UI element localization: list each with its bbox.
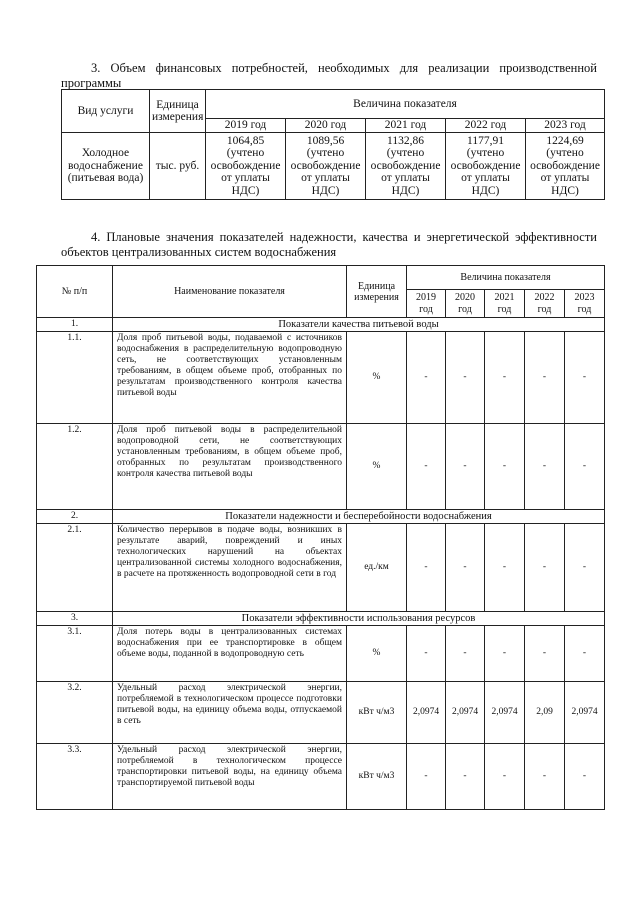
indicator-name: Доля проб питьевой воды в распределительной водопроводной сети, не соответствующих установленным требованиям, в общем объеме проб, отобранных по результатам производственного контроля качества питьевой воды [113, 424, 347, 510]
value-cell: - [565, 744, 605, 810]
year: 2020 [455, 291, 475, 303]
header-service: Вид услуги [62, 90, 150, 133]
value-cell: - [446, 744, 485, 810]
vat-note: (учтено освобождение от уплаты НДС) [290, 147, 361, 197]
year-header: 2022 год [446, 119, 526, 133]
table-row [37, 744, 605, 810]
table-row [37, 682, 605, 744]
unit-cell: кВт ч/м3 [347, 744, 407, 810]
row-num: 1.1. [37, 332, 113, 424]
row-num: 3.3. [37, 744, 113, 810]
value-cell: - [565, 524, 605, 612]
value-cell: - [525, 424, 565, 510]
value-cell: - [485, 424, 525, 510]
vat-note: (учтено освобождение от уплаты НДС) [450, 147, 521, 197]
year-header [565, 290, 605, 318]
year-suffix: год [419, 303, 433, 315]
indicators-table [36, 265, 605, 810]
value-cell: - [446, 332, 485, 424]
year: 2019 [416, 291, 436, 303]
section-row [37, 612, 605, 626]
header-name: Наименование показателя [113, 266, 347, 318]
value-cell [446, 133, 526, 200]
year-suffix: год [497, 303, 512, 315]
row-unit: тыс. руб. [150, 133, 206, 200]
year-header [407, 290, 446, 318]
row-num: 3.1. [37, 626, 113, 682]
value-cell: - [565, 626, 605, 682]
section-title: Показатели эффективности использования ресурсов [113, 612, 605, 626]
year-header [485, 290, 525, 318]
value-cell: - [407, 524, 446, 612]
value-cell: - [407, 744, 446, 810]
vat-note: (учтено освобождение от уплаты НДС) [370, 147, 441, 197]
vat-note: (учтено освобождение от уплаты НДС) [210, 147, 281, 197]
year-header: 2019 год [206, 119, 286, 133]
value-cell [366, 133, 446, 200]
value-cell: - [446, 524, 485, 612]
amount: 1064,85 [226, 134, 265, 147]
amount: 1177,91 [467, 134, 504, 147]
row-num: 1. [37, 318, 113, 332]
value-cell [206, 133, 286, 200]
table-row [37, 524, 605, 612]
year: 2023 [574, 291, 595, 303]
indicator-name: Удельный расход электрической энергии, потребляемой в технологическом процессе транспортировки питьевой воды, на единицу объема транспортируемой питьевой воды [113, 744, 347, 810]
value-cell [526, 133, 605, 200]
value-cell: 2,0974 [446, 682, 485, 744]
row-service: Холодное водоснабжение (питьевая вода) [62, 133, 150, 200]
unit-cell: кВт ч/м3 [347, 682, 407, 744]
value-cell: - [485, 524, 525, 612]
header-num: № п/п [37, 266, 113, 318]
unit-cell: % [347, 332, 407, 424]
indicator-name: Доля потерь воды в централизованных системах водоснабжения при ее транспортировке в общем объеме воды, поданной в водопроводную сеть [113, 626, 347, 682]
value-cell: - [446, 424, 485, 510]
value-cell: - [525, 332, 565, 424]
year-header: 2020 год [286, 119, 366, 133]
value-cell: - [407, 626, 446, 682]
row-num: 3.2. [37, 682, 113, 744]
row-num: 3. [37, 612, 113, 626]
unit-cell: ед./км [347, 524, 407, 612]
year-header: 2021 год [366, 119, 446, 133]
value-cell: - [525, 744, 565, 810]
header-value: Величина показателя [407, 266, 605, 290]
value-cell: - [485, 744, 525, 810]
value-cell: 2,0974 [565, 682, 605, 744]
financial-needs-table [61, 89, 605, 200]
year-suffix: год [537, 303, 552, 315]
value-cell: - [565, 424, 605, 510]
section-title: Показатели качества питьевой воды [113, 318, 605, 332]
table-row [37, 424, 605, 510]
amount: 1224,69 [546, 134, 584, 147]
vat-note: (учтено освобождение от уплаты НДС) [530, 147, 600, 197]
year-suffix: год [577, 303, 592, 315]
unit-cell: % [347, 626, 407, 682]
row-num: 1.2. [37, 424, 113, 510]
header-unit: Единица измерения [347, 266, 407, 318]
section3-heading: 3. Объем финансовых потребностей, необходимых для реализации производственной программы [61, 61, 597, 90]
row-num: 2. [37, 510, 113, 524]
year-header: 2023 год [526, 119, 605, 133]
amount: 1132,86 [387, 134, 424, 147]
value-cell: - [407, 332, 446, 424]
unit-cell: % [347, 424, 407, 510]
header-value: Величина показателя [206, 90, 605, 119]
indicator-name: Количество перерывов в подаче воды, возникших в результате аварий, повреждений и иных технологических нарушений на объектах централизованной системы холодного водоснабжения, в расчете на протяженность водопроводной сети в год [113, 524, 347, 612]
value-cell: 2,0974 [407, 682, 446, 744]
value-cell: - [485, 626, 525, 682]
section-row [37, 318, 605, 332]
value-cell: - [525, 626, 565, 682]
year: 2022 [534, 291, 555, 303]
header-unit: Единица измерения [150, 90, 206, 133]
amount: 1089,56 [306, 134, 345, 147]
section4-heading: 4. Плановые значения показателей надежности, качества и энергетической эффективности объектов централизованных систем водоснабжения [61, 230, 597, 259]
value-cell: - [407, 424, 446, 510]
value-cell: 2,0974 [485, 682, 525, 744]
value-cell: 2,09 [525, 682, 565, 744]
year-header [446, 290, 485, 318]
indicator-name: Доля проб питьевой воды, подаваемой с источников водоснабжения в распределительную водопроводную сеть, не соответствующих установленным требованиям, в общем объеме проб, отобранных по результатам производственного контроля качества питьевой воды [113, 332, 347, 424]
value-cell: - [565, 332, 605, 424]
year-suffix: год [458, 303, 472, 315]
value-cell: - [485, 332, 525, 424]
section-title: Показатели надежности и бесперебойности водоснабжения [113, 510, 605, 524]
year: 2021 [494, 291, 515, 303]
section-row [37, 510, 605, 524]
table-row [37, 626, 605, 682]
value-cell: - [525, 524, 565, 612]
indicator-name: Удельный расход электрической энергии, потребляемой в технологическом процессе подготовки питьевой воды, на единицу объема воды, отпускаемой в сеть [113, 682, 347, 744]
value-cell [286, 133, 366, 200]
year-header [525, 290, 565, 318]
value-cell: - [446, 626, 485, 682]
table-row [37, 332, 605, 424]
row-num: 2.1. [37, 524, 113, 612]
